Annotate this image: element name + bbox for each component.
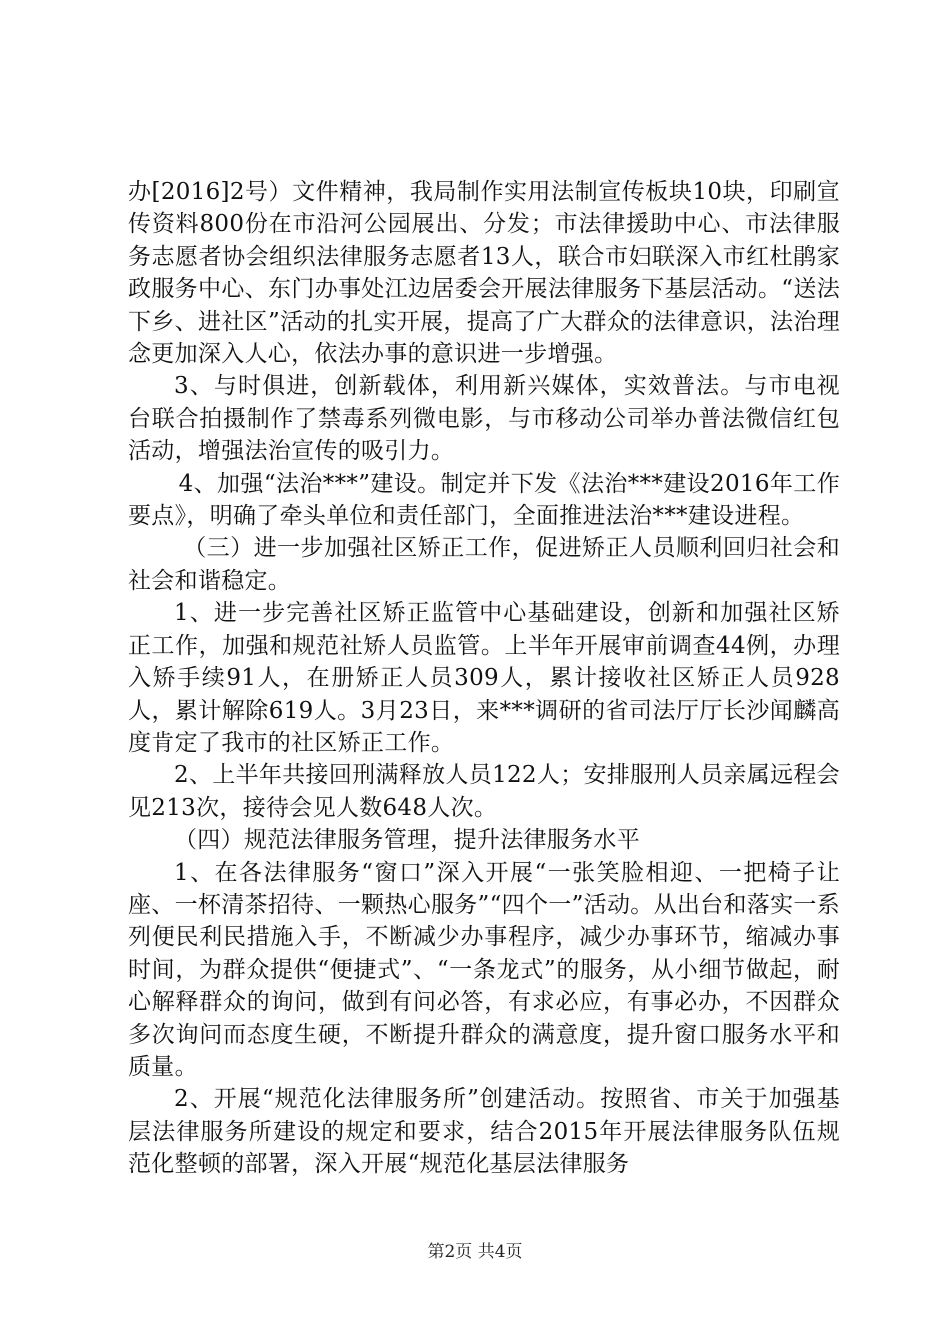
paragraph-2: 3、与时俱进，创新载体，利用新兴媒体，实效普法。与市电视台联合拍摄制作了禁毒系列微电影，与市移动公司举办普法微信红包活动，增强法治宣传的吸引力。 bbox=[128, 373, 840, 465]
section-heading-4: （四）规范法律服务管理，提升法律服务水平 bbox=[174, 827, 640, 854]
paragraph-5: 2、上半年共接回刑满释放人员122人；安排服刑人员亲属远程会见213次，接待会见人数648人次。 bbox=[128, 762, 840, 821]
section-heading-3: （三）进一步加强社区矫正工作，促进矫正人员顺利回归社会和社会和谐稳定。 bbox=[128, 535, 840, 594]
paragraph-1: 办[2016]2号）文件精神，我局制作实用法制宣传板块10块，印刷宣传资料800份在市沿河公园展出、分发；市法律援助中心、市法律服务志愿者协会组织法律服务志愿者13人，联合市妇联深入市红杜鹃家政服务中心、东门办事处江边居委会开展法律服务下基层活动。“送法下乡、进社区”活动的扎实开展，提高了广大群众的法律意识，法治理念更加深入人心，依法办事的意识进一步增强。 bbox=[128, 179, 840, 368]
paragraph-6: 1、在各法律服务“窗口”深入开展“一张笑脸相迎、一把椅子让座、一杯清茶招待、一颗热心服务”“四个一”活动。从出台和落实一系列便民利民措施入手，不断减少办事程序，减少办事环节，缩减办事时间，为群众提供“便捷式”、“一条龙式”的服务，从小细节做起，耐心解释群众的询问，做到有问必答，有求必应，有事必办，不因群众多次询问而态度生硬，不断提升群众的满意度，提升窗口服务水平和质量。 bbox=[128, 859, 840, 1080]
paragraph-7: 2、开展“规范化法律服务所”创建活动。按照省、市关于加强基层法律服务所建设的规定和要求，结合2015年开展法律服务队伍规范化整顿的部署，深入开展“规范化基层法律服务 bbox=[128, 1086, 840, 1178]
paragraph-3: 4、加强“法治***”建设。制定并下发《法治***建设2016年工作要点》，明确了牵头单位和责任部门，全面推进法治***建设进程。 bbox=[128, 470, 840, 530]
paragraph-4: 1、进一步完善社区矫正监管中心基础建设，创新和加强社区矫正工作，加强和规范社矫人员监管。上半年开展审前调查44例，办理入矫手续91人，在册矫正人员309人，累计接收社区矫正人员928人，累计解除619人。3月23日，来***调研的省司法厅厅长沙闻麟高度肯定了我市的社区矫正工作。 bbox=[128, 600, 840, 756]
document-body bbox=[128, 176, 840, 1181]
page-number-footer: 第2页 共4页 bbox=[427, 1242, 523, 1262]
